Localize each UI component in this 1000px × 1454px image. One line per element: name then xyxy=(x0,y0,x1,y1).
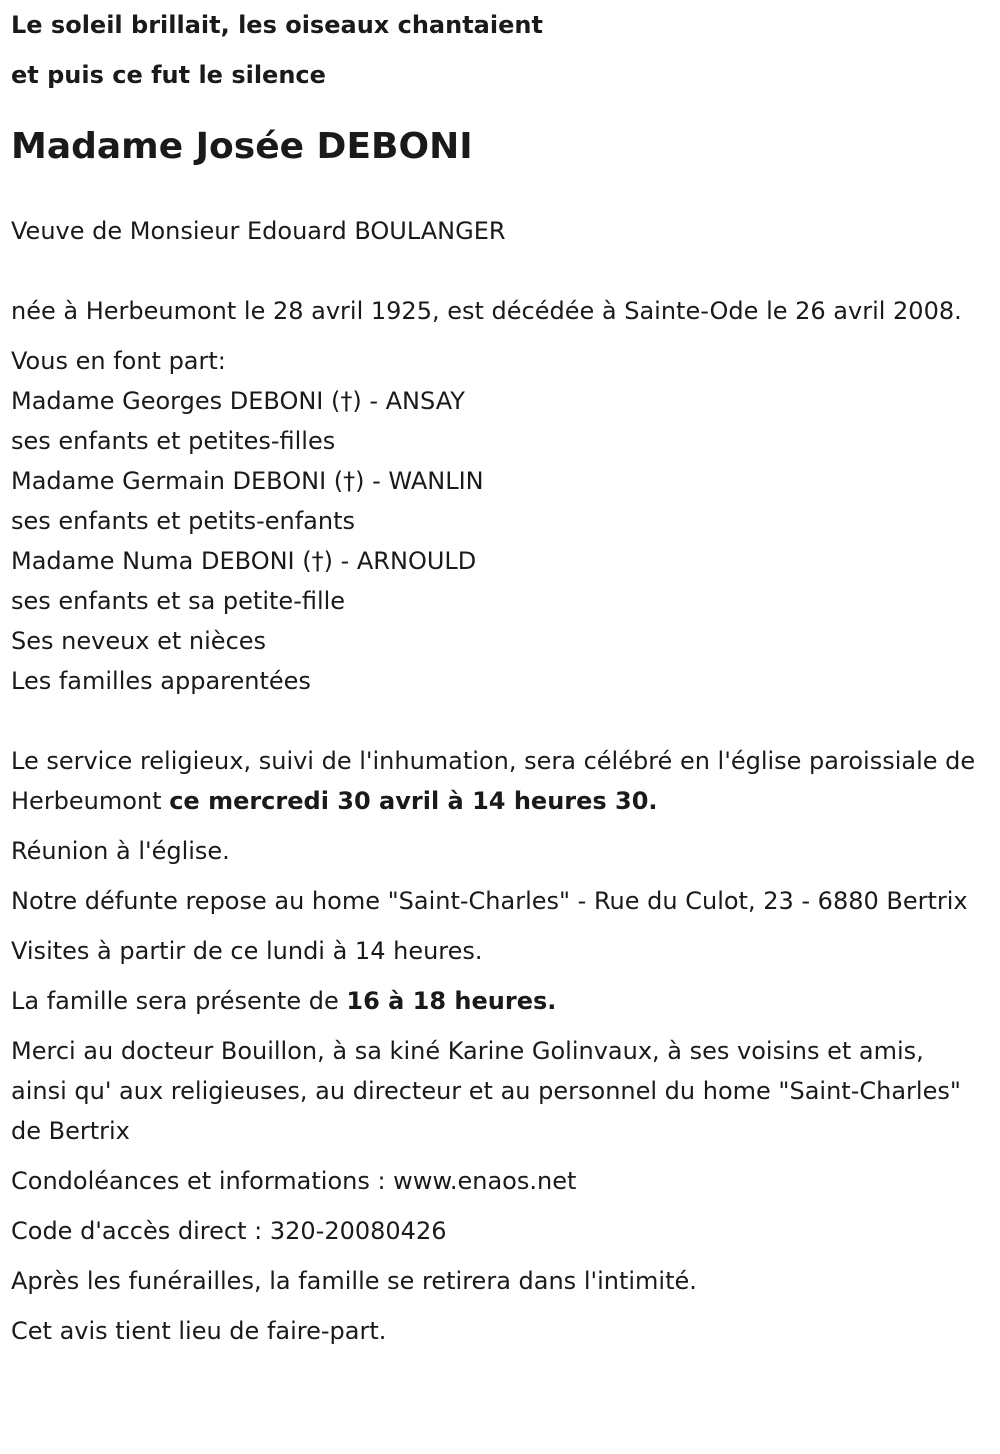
family-line: Les familles apparentées xyxy=(11,667,311,695)
service-text: Le service religieux, suivi de l'inhumation, sera célébré en l'église paroissiale de Herbeumont xyxy=(11,747,976,815)
deceased-name: Madame Josée DEBONI xyxy=(11,126,473,167)
family-line: Madame Germain DEBONI (†) - WANLIN xyxy=(11,467,484,495)
family-line: Ses neveux et nièces xyxy=(11,627,267,655)
birth-death-info: née à Herbeumont le 28 avril 1925, est décédée à Sainte-Ode le 26 avril 2008. xyxy=(11,297,962,325)
intro-line-2: et puis ce fut le silence xyxy=(11,61,326,89)
announcement-heading: Vous en font part: xyxy=(11,347,226,375)
family-line: ses enfants et petites-filles xyxy=(11,427,336,455)
family-line: Madame Numa DEBONI (†) - ARNOULD xyxy=(11,547,477,575)
family-presence-text: La famille sera présente de xyxy=(11,987,347,1015)
service-datetime: ce mercredi 30 avril à 14 heures 30. xyxy=(169,787,658,815)
after-funeral-note: Après les funérailles, la famille se retirera dans l'intimité. xyxy=(11,1267,697,1295)
meeting-info: Réunion à l'église. xyxy=(11,837,230,865)
intro-line-1: Le soleil brillait, les oiseaux chantaient xyxy=(11,11,543,39)
condolences-info: Condoléances et informations : www.enaos.net xyxy=(11,1167,577,1195)
resting-place: Notre défunte repose au home "Saint-Charles" - Rue du Culot, 23 - 6880 Bertrix xyxy=(11,887,968,915)
notice-note: Cet avis tient lieu de faire-part. xyxy=(11,1317,387,1345)
access-code: Code d'accès direct : 320-20080426 xyxy=(11,1217,447,1245)
family-presence-hours: 16 à 18 heures. xyxy=(346,987,557,1015)
thanks-text: Merci au docteur Bouillon, à sa kiné Karine Golinvaux, à ses voisins et amis, ainsi qu' aux religieuses, au directeur et au personnel du home "Saint-Charles" de Bertrix xyxy=(11,1037,961,1145)
family-line: ses enfants et sa petite-fille xyxy=(11,587,346,615)
family-line: ses enfants et petits-enfants xyxy=(11,507,356,535)
family-presence xyxy=(11,981,986,1021)
visits-info: Visites à partir de ce lundi à 14 heures. xyxy=(11,937,483,965)
intro-verse xyxy=(11,0,1000,100)
announcement-block xyxy=(11,341,986,701)
service-info xyxy=(11,741,986,821)
family-line: Madame Georges DEBONI (†) - ANSAY xyxy=(11,387,465,415)
widow-of: Veuve de Monsieur Edouard BOULANGER xyxy=(11,217,506,245)
